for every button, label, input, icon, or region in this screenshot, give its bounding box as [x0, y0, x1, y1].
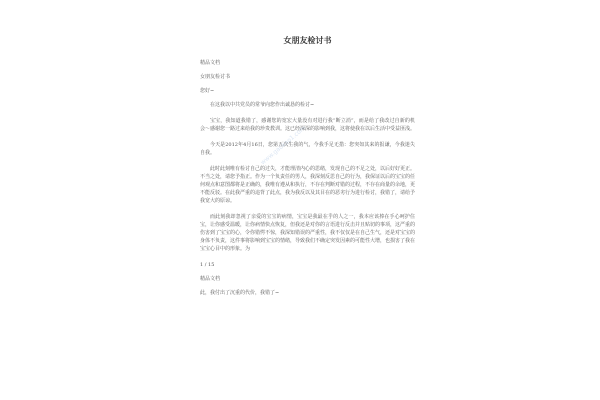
paragraph-1: 在这我以中共党员的常爷向您作出诚恳的检讨~: [210, 102, 315, 108]
header-label: 精品文档: [200, 60, 221, 66]
paragraph-5: 而此刻我却忽视了亲爱的宝宝的病情，宝宝是我最在乎的人之一，我本应该捧在手心呵护住宝，让你感受温暖，让你病情快点恢复，但我还是对你的言语进行反击并且贴切的事项，这严重的伤害到了宝宝的心，令你错愕不惊，我深知错误的严重性，我不仅仅是在自己生气，还是对宝宝的身体不负责，这件事将影响到宝宝的情绪，导致我们不确定突发因素的可能性大增，也损害了我在宝宝心目中的形象。为: [200, 214, 416, 252]
paragraph-3: 今天是2012年4月16日，您第五次生我的气，今我手足无措：您突如其来的报谦，今我迷失自我。: [200, 142, 415, 156]
watermark: www.gaokao1.com: [259, 124, 308, 167]
footer-label: 精品文档: [200, 276, 221, 282]
document-body: [200, 35, 415, 303]
page-number: 1 / 15: [200, 262, 215, 268]
paragraph-2: 宝宝，我知道我错了，感谢您的宽宏大量没有对进行我“断立消”，而是给了我改过自新的机会～感谢您一路过来给我的珍贵教训。这已经深深的影响到我，这将使我在以后生活中受益匪浅。: [200, 118, 416, 132]
greeting: 您好~: [200, 88, 215, 94]
paragraph-4: 此时此刻唯有检讨自己的过失，才能理清内心的思绪，发现自己的不足之处，以后好好更正。不当之处，请您予指正。作为一个负责任的男人，我深刻反思自己的行为，我保证以后的宝宝的任何观点和意图都将是正确的，我唯有遵从和执行，不存在判断对错的过程，不存在商量的余地，更不能反驳。在此我严重的违背了此点，我为我反以及其目在的恶劣行为进行检讨，我错了，请给予我宽大的原谅。: [200, 166, 416, 204]
document-subtitle: 女朋友检讨书: [200, 74, 231, 80]
footer-text: 此，我付出了沉重的代价，我错了~: [200, 290, 280, 296]
document-title: 女朋友检讨书: [283, 35, 332, 45]
